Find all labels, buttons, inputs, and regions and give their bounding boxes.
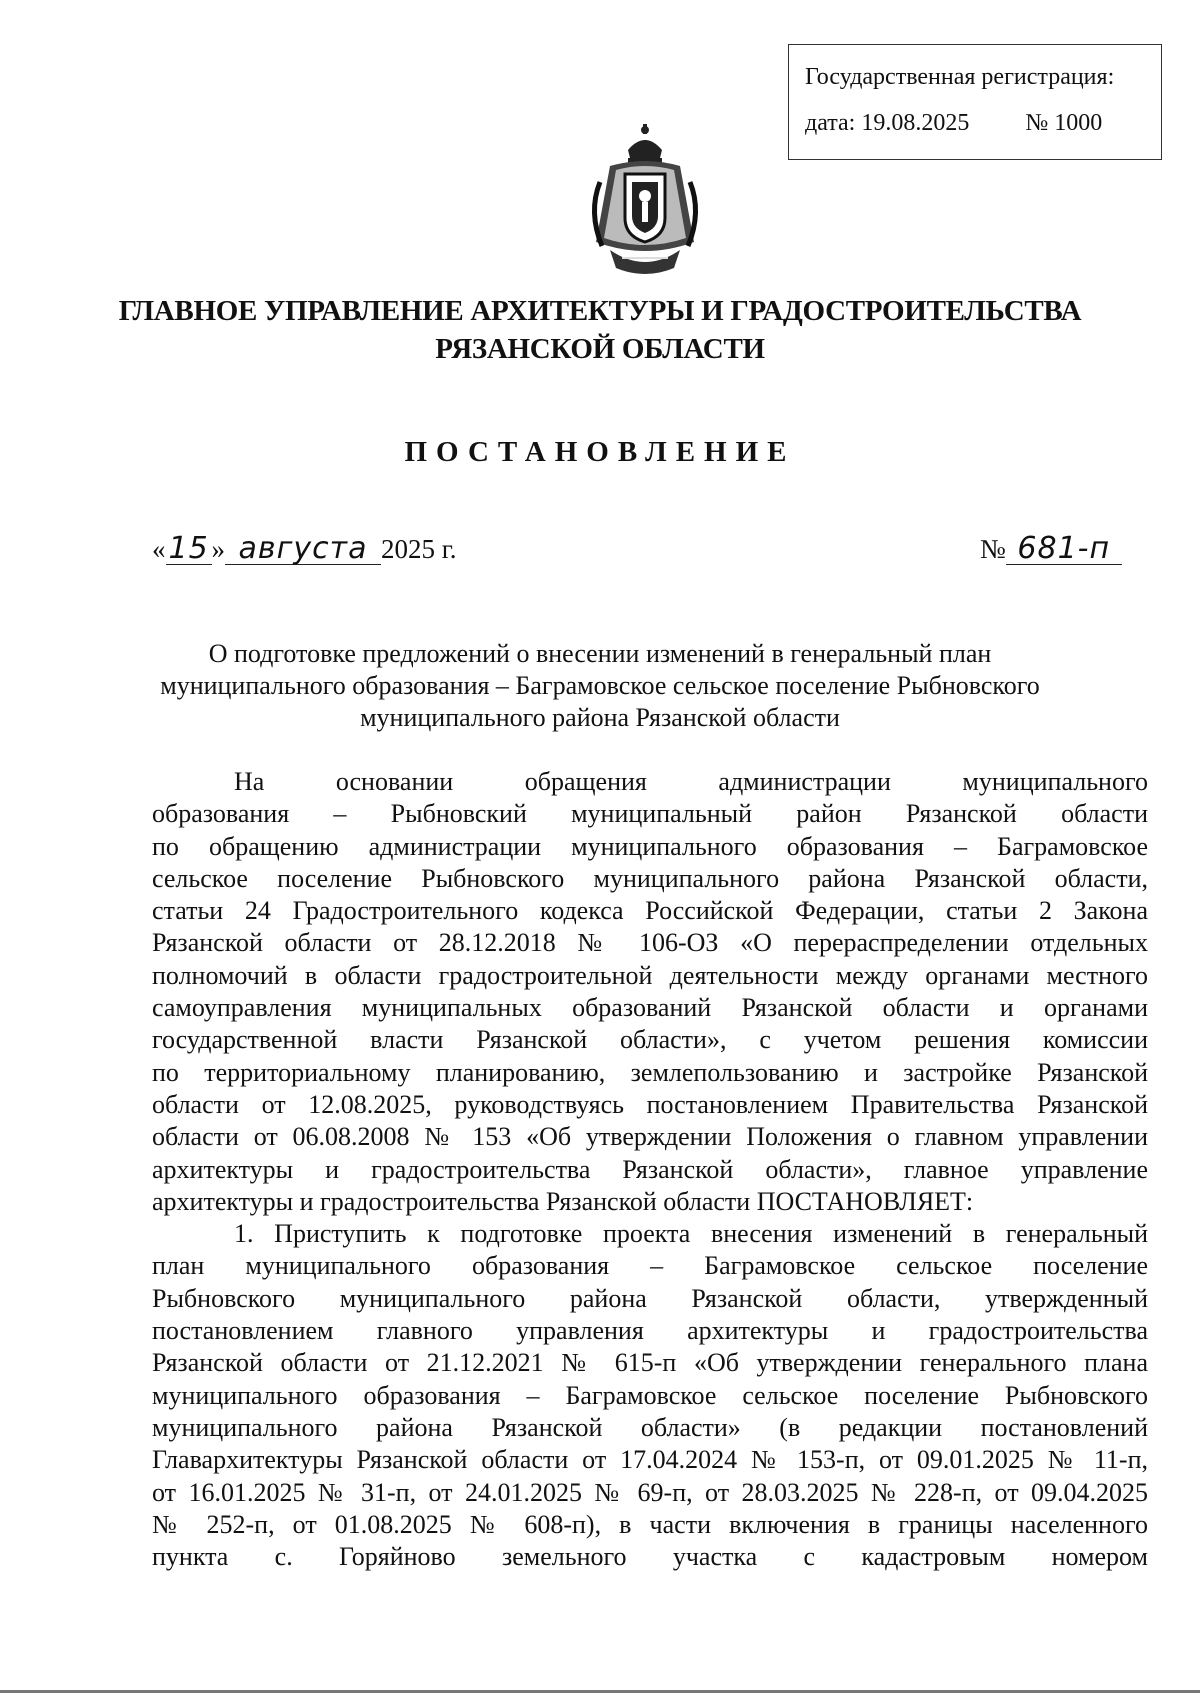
date-month: августа (225, 534, 381, 565)
text-line: сельское поселение Рыбновского муниципального района Рязанской области, (152, 863, 1148, 893)
registration-details (805, 111, 1161, 135)
document-date (152, 531, 457, 566)
paragraph-item-1 (152, 1218, 1148, 1573)
organization-line-2: РЯЗАНСКОЙ ОБЛАСТИ (435, 333, 765, 365)
organization-line-1: ГЛАВНОЕ УПРАВЛЕНИЕ АРХИТЕКТУРЫ И ГРАДОСТРОИТЕЛЬСТВА (118, 295, 1082, 327)
text-line: № 252-п, от 01.08.2025 № 608-п), в части включения в границы населенного (152, 1509, 1148, 1539)
registration-box (788, 44, 1162, 160)
text-line: статьи 24 Градостроительного кодекса Российской Федерации, статьи 2 Закона (152, 896, 1148, 926)
text-line: На основании обращения администрации муниципального (234, 767, 1148, 796)
document-body (152, 766, 1148, 1573)
registration-number: № 1000 (1025, 110, 1103, 136)
date-close-quote: » (211, 534, 225, 564)
paragraph-preamble (152, 766, 1148, 1218)
text-line: Рязанской области от 21.12.2021 № 615-п «Об утверждении генерального плана (152, 1348, 1148, 1378)
date-day: 15 (166, 534, 212, 565)
title-line: муниципального образования – Баграмовское сельское поселение Рыбновского (160, 671, 1040, 700)
page-bottom-edge (0, 1690, 1200, 1693)
title-line: О подготовке предложений о внесении изменений в генеральный план (208, 639, 992, 668)
text-line: 1. Приступить к подготовке проекта внесения изменений в генеральный (234, 1219, 1148, 1249)
text-line: муниципального района Рязанской области» (в редакции постановлений (152, 1412, 1148, 1442)
coat-of-arms-icon (570, 122, 720, 280)
text-line: архитектуры и градостроительства Рязанской области», главное управление (152, 1154, 1148, 1184)
text-line: постановлением главного управления архитектуры и градостроительства (152, 1316, 1148, 1346)
date-open-quote: « (152, 534, 166, 564)
number-value: 681-п (1006, 534, 1122, 565)
title-line: муниципального района Рязанской области (360, 703, 840, 732)
text-line: архитектуры и градостроительства Рязанской области ПОСТАНОВЛЯЕТ: (152, 1186, 974, 1216)
text-line: Рязанской области от 28.12.2018 № 106-ОЗ «О перераспределении отдельных (152, 928, 1148, 958)
text-line: пункта с. Горяйново земельного участка с кадастровым номером (152, 1542, 1148, 1572)
text-line: Рыбновского муниципального района Рязанской области, утвержденный (152, 1283, 1148, 1313)
document-title (120, 638, 1080, 734)
text-line: полномочий в области градостроительной деятельности между органами местного (152, 960, 1148, 990)
text-line: план муниципального образования – Баграмовское сельское поселение (152, 1251, 1148, 1281)
date-year: 2025 г. (381, 534, 457, 564)
text-line: муниципального образования – Баграмовское сельское поселение Рыбновского (152, 1380, 1148, 1410)
organization-name (100, 292, 1100, 368)
text-line: самоуправления муниципальных образований Рязанской области и органами (152, 993, 1148, 1023)
text-line: государственной власти Рязанской области», с учетом решения комиссии (152, 1025, 1148, 1055)
text-line: Главархитектуры Рязанской области от 17.04.2024 № 153-п, от 09.01.2025 № 11-п, (152, 1445, 1148, 1475)
text-line: по территориальному планированию, землепользованию и застройке Рязанской (152, 1057, 1148, 1087)
text-line: области от 06.08.2008 № 153 «Об утверждении Положения о главном управлении (152, 1122, 1148, 1152)
document-type-heading: ПОСТАНОВЛЕНИЕ (404, 436, 796, 468)
number-label: № (980, 534, 1006, 564)
text-line: от 16.01.2025 № 31-п, от 24.01.2025 № 69-п, от 28.03.2025 № 228-п, от 09.04.2025 (152, 1477, 1148, 1507)
text-line: по обращению администрации муниципального образования – Баграмовское (152, 831, 1148, 861)
registration-date: дата: 19.08.2025 (805, 110, 970, 136)
text-line: образования – Рыбновский муниципальный район Рязанской области (152, 799, 1148, 829)
text-line: области от 12.08.2025, руководствуясь постановлением Правительства Рязанской (152, 1089, 1148, 1119)
document-number (980, 531, 1122, 566)
registration-title: Государственная регистрация: (805, 64, 1115, 90)
